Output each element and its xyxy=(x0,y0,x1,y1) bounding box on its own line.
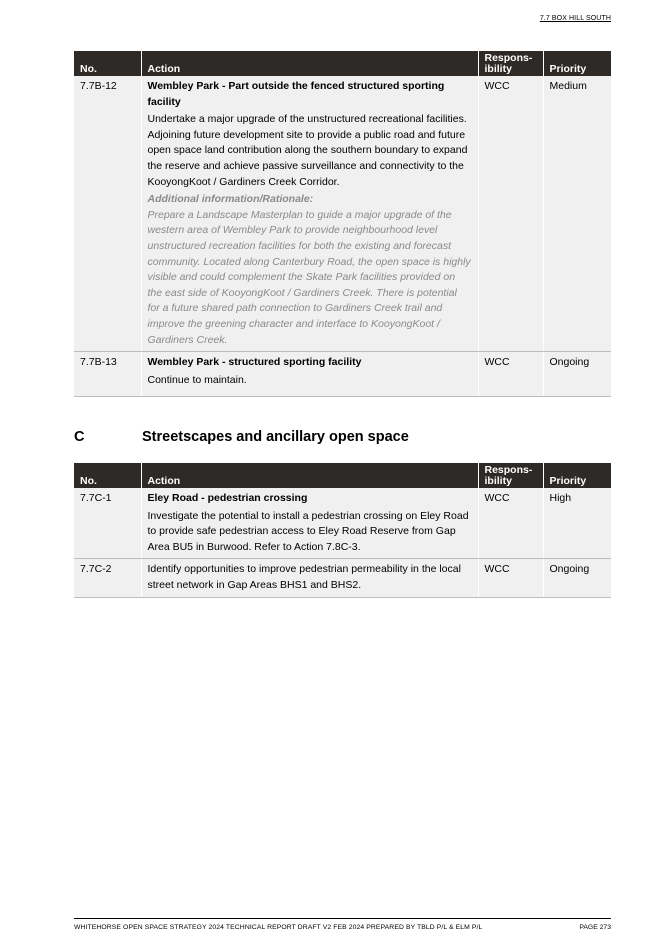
priority: High xyxy=(543,488,611,559)
action-title: Wembley Park - structured sporting facility xyxy=(147,356,362,369)
header-priority: Priority xyxy=(543,51,611,76)
action-title: Wembley Park - Part outside the fenced structured sporting facility xyxy=(147,80,445,108)
table-row xyxy=(74,76,611,352)
rationale-text: Prepare a Landscape Masterplan to guide a major upgrade of the western area of Wembley Park to provide neighbourhood level unstructured recreation facilities for both the existing and forecast community. Located along Canterbury Road, the open space is highly visible and could complement the Skate Park facilities provided on the east side of KooyongKoot / Gardiners Creek. There is potential for a future shared path connection to Gardiners Creek trail and improve the greening character and interface to KooyongKoot / Gardiners Creek. xyxy=(147,208,471,346)
action-cell xyxy=(141,76,478,352)
action-title: Eley Road - pedestrian crossing xyxy=(147,492,308,504)
actions-table-c xyxy=(74,463,611,598)
responsibility: WCC xyxy=(478,76,543,352)
table-row xyxy=(74,488,611,559)
priority: Medium xyxy=(543,76,611,352)
running-head: 7.7 BOX HILL SOUTH xyxy=(539,15,611,22)
action-number: 7.7B-13 xyxy=(74,352,141,397)
header-action: Action xyxy=(141,51,478,76)
footer-rule xyxy=(74,918,611,919)
action-number: 7.7C-2 xyxy=(74,559,141,597)
priority: Ongoing xyxy=(543,352,611,397)
action-number: 7.7B-12 xyxy=(74,76,141,352)
priority: Ongoing xyxy=(543,559,611,597)
action-cell xyxy=(141,488,478,559)
header-responsibility: Respons- ibility xyxy=(478,463,543,488)
responsibility: WCC xyxy=(478,352,543,397)
action-description: Identify opportunities to improve pedestrian permeability in the local street network in Gap Areas BHS1 and BHS2. xyxy=(147,563,461,591)
header-no: No. xyxy=(74,51,141,76)
page-number: PAGE 273 xyxy=(579,924,611,931)
action-description: Undertake a major upgrade of the unstructured recreational facilities. Adjoining future development site to provide a public road and future open space land contribution along the southern boundary to expand the reserve and achieve passive surveillance and connectivity to the KooyongKoot / Gardiners Creek Corridor. xyxy=(147,113,468,188)
footer-text: WHITEHORSE OPEN SPACE STRATEGY 2024 TECHNICAL REPORT DRAFT V2 FEB 2024 PREPARED BY TBLD P/L & ELM P/L xyxy=(74,924,483,931)
section-letter: C xyxy=(74,429,85,445)
action-description: Continue to maintain. xyxy=(147,373,247,386)
header-responsibility: Respons- ibility xyxy=(478,51,543,76)
action-cell xyxy=(141,559,478,597)
action-cell xyxy=(141,352,478,397)
actions-table-b xyxy=(74,51,611,397)
section-title: Streetscapes and ancillary open space xyxy=(142,429,409,445)
rationale-heading: Additional information/Rationale: xyxy=(147,193,314,206)
table-row xyxy=(74,352,611,397)
header-no: No. xyxy=(74,463,141,488)
action-number: 7.7C-1 xyxy=(74,488,141,559)
responsibility: WCC xyxy=(478,559,543,597)
action-description: Investigate the potential to install a pedestrian crossing on Eley Road to provide safe pedestrian access to Eley Road Reserve from Gap Area BU5 in Burwood. Refer to Action 7.8C-3. xyxy=(147,509,469,553)
header-action: Action xyxy=(141,463,478,488)
responsibility: WCC xyxy=(478,488,543,559)
table-row xyxy=(74,559,611,597)
header-priority: Priority xyxy=(543,463,611,488)
